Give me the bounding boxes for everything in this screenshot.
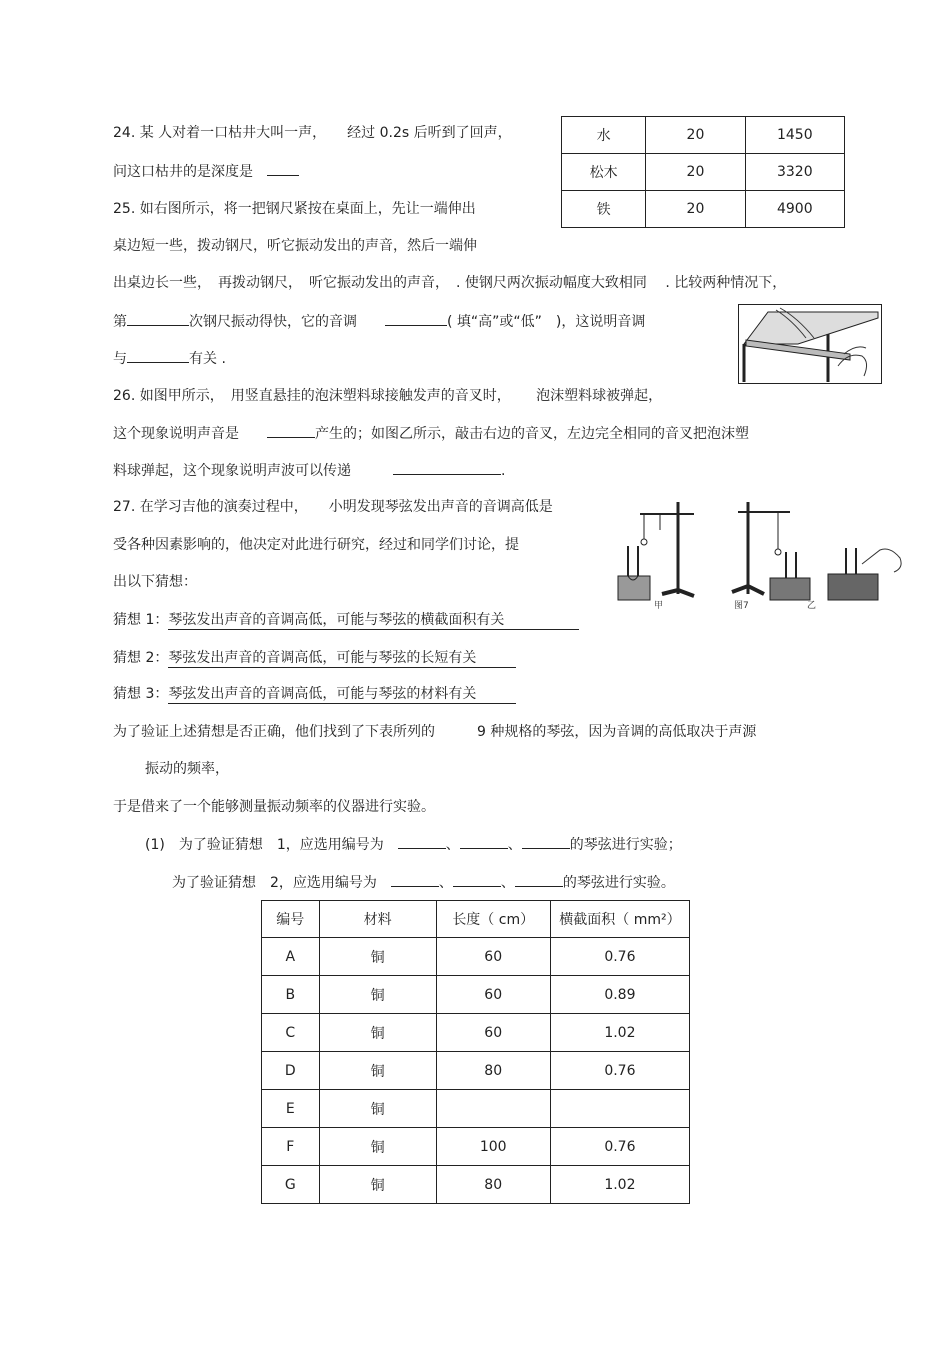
part1-text: (1) 为了验证猜想 1，应选用编号为 bbox=[145, 837, 384, 853]
part1-sep-2: 、 bbox=[507, 837, 522, 853]
string-table-row bbox=[262, 1166, 690, 1204]
part1-blank-1[interactable] bbox=[398, 834, 446, 849]
string-table-cell: 60 bbox=[436, 1014, 550, 1052]
speed-table-cell: 20 bbox=[646, 154, 745, 191]
verify-line2: 振动的频率， bbox=[145, 761, 229, 777]
string-table-cell: G bbox=[262, 1166, 320, 1204]
string-table-cell: 0.76 bbox=[550, 1052, 689, 1090]
string-table-cell: 60 bbox=[436, 938, 550, 976]
q25-line1: 25. 如右图所示，将一把钢尺紧按在桌面上，先让一端伸出 bbox=[113, 201, 476, 217]
string-table-row bbox=[262, 938, 690, 976]
string-table-cell: 1.02 bbox=[550, 1014, 689, 1052]
fig-label-fig7: 图7 bbox=[734, 601, 749, 611]
string-table-header-row bbox=[262, 901, 690, 938]
guess-3-label: 猜想 3： bbox=[113, 686, 169, 702]
string-table-cell: 铜 bbox=[319, 1128, 436, 1166]
q25-line5 bbox=[113, 348, 226, 369]
string-table-cell: 1.02 bbox=[550, 1166, 689, 1204]
part2-text: 为了验证猜想 2，应选用编号为 bbox=[172, 875, 377, 891]
q25-line5b: 有关 . bbox=[189, 351, 226, 367]
string-spec-table bbox=[261, 900, 690, 1204]
string-table-cell: E bbox=[262, 1090, 320, 1128]
q26-line2b: 产生的；如图乙所示，敲击右边的音叉，左边完全相同的音叉把泡沫塑 bbox=[315, 426, 749, 442]
string-table-cell: 80 bbox=[436, 1052, 550, 1090]
guess-1 bbox=[113, 610, 579, 630]
q24-answer-blank[interactable] bbox=[267, 161, 299, 176]
string-table-row bbox=[262, 1052, 690, 1090]
string-table-cell: F bbox=[262, 1128, 320, 1166]
string-table-header: 材料 bbox=[319, 901, 436, 938]
q25-line4c: ( 填“高”或“低” )，这说明音调 bbox=[447, 314, 646, 330]
string-table-header: 长度（ cm） bbox=[436, 901, 550, 938]
string-table-cell: 铜 bbox=[319, 1014, 436, 1052]
q27-line2: 受各种因素影响的，他决定对此进行研究，经过和同学们讨论，提 bbox=[113, 537, 519, 553]
fig-label-jia: 甲 bbox=[654, 601, 664, 611]
ruler-on-desk-figure bbox=[738, 304, 882, 384]
speed-table-cell: 20 bbox=[646, 191, 745, 228]
speed-table-cell: 20 bbox=[646, 117, 745, 154]
guess-2-label: 猜想 2： bbox=[113, 650, 169, 666]
q25-line4b: 次钢尺振动得快，它的音调 bbox=[189, 314, 357, 330]
string-table-cell: D bbox=[262, 1052, 320, 1090]
part1-blank-3[interactable] bbox=[522, 834, 570, 849]
q27-line1: 27. 在学习吉他的演奏过程中， 小明发现琴弦发出声音的音调高低是 bbox=[113, 499, 553, 515]
q25-line5a: 与 bbox=[113, 351, 127, 367]
string-table-row bbox=[262, 1014, 690, 1052]
q26-line3b: . bbox=[501, 463, 506, 479]
string-table-row bbox=[262, 1128, 690, 1166]
speed-table-row bbox=[562, 117, 845, 154]
string-table-cell: A bbox=[262, 938, 320, 976]
q26-blank-transmit[interactable] bbox=[393, 460, 501, 475]
part1-line bbox=[145, 834, 682, 855]
speed-table-row bbox=[562, 154, 845, 191]
part2-blank-1[interactable] bbox=[391, 872, 439, 887]
q26-blank-cause[interactable] bbox=[267, 423, 315, 438]
string-table-header: 横截面积（ mm²） bbox=[550, 901, 689, 938]
speed-table-cell: 铁 bbox=[562, 191, 646, 228]
string-table-cell: 80 bbox=[436, 1166, 550, 1204]
string-table-cell: 100 bbox=[436, 1128, 550, 1166]
string-table-cell: 铜 bbox=[319, 938, 436, 976]
part2-sep-1: 、 bbox=[438, 875, 453, 891]
speed-table-cell: 1450 bbox=[745, 117, 844, 154]
verify-line3: 于是借来了一个能够测量振动频率的仪器进行实验。 bbox=[113, 799, 435, 815]
q26-line3a: 料球弹起，这个现象说明声波可以传递 bbox=[113, 463, 351, 479]
guess-1-label: 猜想 1： bbox=[113, 612, 169, 628]
string-table-cell: C bbox=[262, 1014, 320, 1052]
q25-line2: 桌边短一些，拨动钢尺，听它振动发出的声音，然后一端伸 bbox=[113, 238, 477, 254]
part2-end: 的琴弦进行实验。 bbox=[562, 875, 675, 891]
part1-end: 的琴弦进行实验； bbox=[569, 837, 682, 853]
string-table-cell: 0.89 bbox=[550, 976, 689, 1014]
sound-speed-table bbox=[561, 116, 845, 228]
string-table-cell bbox=[436, 1090, 550, 1128]
q24-line1: 24. 某 人对着一口枯井大叫一声， 经过 0.2s 后听到了回声， bbox=[113, 125, 512, 141]
fig-label-yi: 乙 bbox=[807, 601, 817, 611]
part2-blank-3[interactable] bbox=[515, 872, 563, 887]
tuning-fork-figure bbox=[610, 494, 910, 616]
q25-line3: 出桌边长一些， 再拨动钢尺， 听它振动发出的声音， . 使钢尺两次振动幅度大致相同 . 比较两种情况下， bbox=[113, 275, 787, 291]
q25-line4a: 第 bbox=[113, 314, 127, 330]
part1-blank-2[interactable] bbox=[460, 834, 508, 849]
speed-table-cell: 4900 bbox=[745, 191, 844, 228]
speed-table-row bbox=[562, 191, 845, 228]
string-table-cell: 0.76 bbox=[550, 1128, 689, 1166]
guess-2-text: 琴弦发出声音的音调高低，可能与琴弦的长短有关 bbox=[168, 650, 516, 668]
speed-table-cell: 松木 bbox=[562, 154, 646, 191]
part2-sep-2: 、 bbox=[500, 875, 515, 891]
string-table-cell bbox=[550, 1090, 689, 1128]
part2-blank-2[interactable] bbox=[453, 872, 501, 887]
speed-table-cell: 3320 bbox=[745, 154, 844, 191]
string-table-cell: 铜 bbox=[319, 1166, 436, 1204]
guess-3 bbox=[113, 684, 516, 704]
q24-line2 bbox=[113, 161, 299, 182]
q26-line3 bbox=[113, 460, 505, 481]
q25-blank-which[interactable] bbox=[127, 311, 189, 326]
q26-line1: 26. 如图甲所示， 用竖直悬挂的泡沫塑料球接触发声的音叉时， 泡沫塑料球被弹起， bbox=[113, 388, 663, 404]
string-table-cell: 铜 bbox=[319, 1052, 436, 1090]
part2-line bbox=[172, 872, 675, 893]
guess-1-text: 琴弦发出声音的音调高低，可能与琴弦的横截面积有关 bbox=[168, 612, 579, 630]
part1-sep-1: 、 bbox=[445, 837, 460, 853]
verify-line1: 为了验证上述猜想是否正确，他们找到了下表所列的 9 种规格的琴弦，因为音调的高低取决于声源 bbox=[113, 724, 757, 740]
q26-line2 bbox=[113, 423, 749, 444]
string-table-row bbox=[262, 1090, 690, 1128]
guess-3-text: 琴弦发出声音的音调高低，可能与琴弦的材料有关 bbox=[168, 686, 516, 704]
guess-2 bbox=[113, 648, 516, 668]
q26-line2a: 这个现象说明声音是 bbox=[113, 426, 239, 442]
q24-text: 问这口枯井的是深度是 bbox=[113, 164, 253, 180]
string-table-row bbox=[262, 976, 690, 1014]
string-table-cell: 铜 bbox=[319, 976, 436, 1014]
q25-blank-pitch[interactable] bbox=[385, 311, 447, 326]
q25-blank-related[interactable] bbox=[127, 348, 189, 363]
q27-line3: 出以下猜想： bbox=[113, 574, 197, 590]
string-table-header: 编号 bbox=[262, 901, 320, 938]
string-table-cell: 0.76 bbox=[550, 938, 689, 976]
string-table-cell: 60 bbox=[436, 976, 550, 1014]
q25-line4 bbox=[113, 311, 645, 332]
string-table-cell: B bbox=[262, 976, 320, 1014]
speed-table-cell: 水 bbox=[562, 117, 646, 154]
string-table-cell: 铜 bbox=[319, 1090, 436, 1128]
